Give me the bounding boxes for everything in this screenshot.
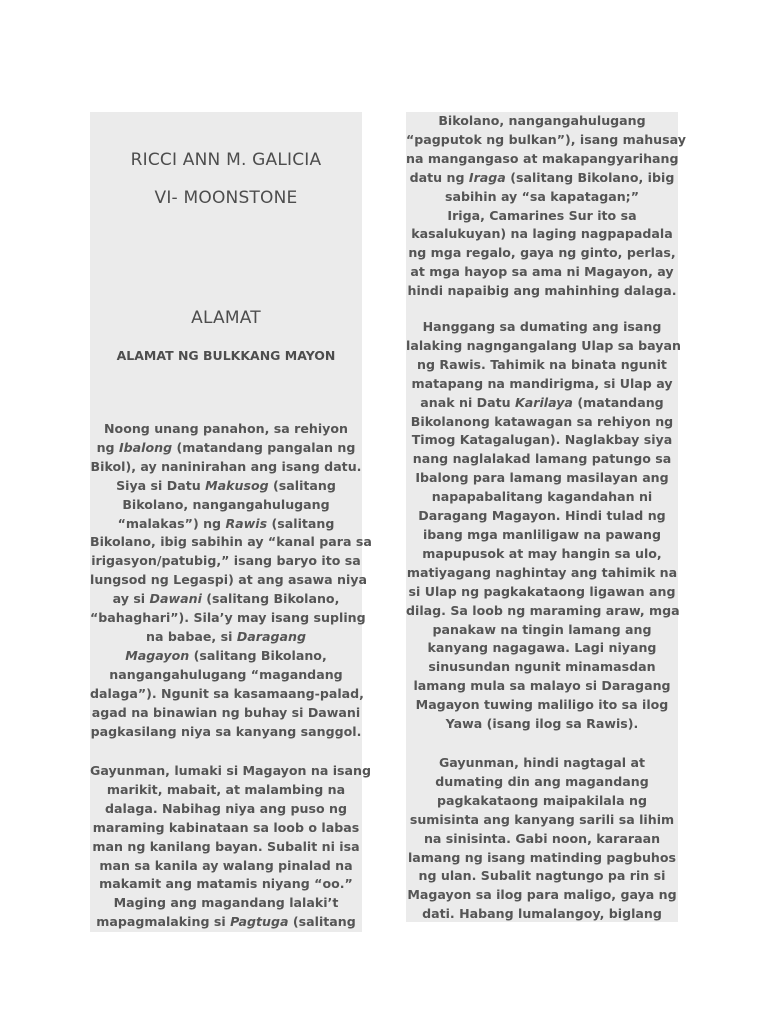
text-line: “pagputok ng bulkan”), isang mahusay xyxy=(406,131,686,147)
genre-heading: ALAMAT xyxy=(191,308,261,328)
left-column xyxy=(90,112,372,932)
text-line: Iriga, Camarines Sur ito sa xyxy=(447,207,637,223)
text-line: mapupusok at may hangin sa ulo, xyxy=(422,545,662,561)
italic-term: Makusog xyxy=(205,477,269,493)
text-line: dalaga. Nabihag niya ang puso ng xyxy=(105,800,347,816)
text-line: na babae, si Daragang xyxy=(146,628,306,644)
paragraph xyxy=(90,762,372,932)
text-line: pagkakataong maipakilala ng xyxy=(437,792,647,808)
italic-term: Ibalong xyxy=(118,439,173,455)
text-line: at mga hayop sa ama ni Magayon, ay xyxy=(410,264,674,280)
text-line: sabihin ay “sa kapatagan;” xyxy=(444,188,640,204)
text-line: kasalukuyan) na laging nagpapadala xyxy=(411,226,673,242)
text-line: “bahaghari”). Sila’y may isang supling xyxy=(90,610,366,626)
text-line: Bikolano, ibig sabihin ay “kanal para sa xyxy=(90,534,372,550)
text-line: Maging ang magandang lalaki’t xyxy=(113,895,339,911)
text-line: ng Ibalong (matandang pangalan ng xyxy=(96,439,356,455)
text-line: Bikolanong katawagan sa rehiyon ng xyxy=(410,413,674,429)
text-line: matapang na mandirigma, si Ulap ay xyxy=(411,375,673,391)
italic-term: Daragang xyxy=(236,628,306,644)
text-line: Ibalong para lamang masilayan ang xyxy=(415,470,669,486)
text-line: Gayunman, hindi nagtagal at xyxy=(438,755,646,770)
text-line: agad na binawian ng buhay si Dawani xyxy=(91,704,361,720)
text-line: Bikol), ay naninirahan ang isang datu. xyxy=(90,458,362,474)
text-line: Bikolano, nangangahulugang xyxy=(438,113,646,128)
text-line: kanyang nagagawa. Lagi niyang xyxy=(427,640,657,656)
text-line: lalaking nagngangalang Ulap sa bayan xyxy=(406,337,681,353)
text-line: dumating din ang magandang xyxy=(435,773,649,789)
italic-term: Iraga xyxy=(468,169,506,185)
text-line: Gayunman, lumaki si Magayon na isang xyxy=(90,763,372,778)
italic-term: Magayon xyxy=(125,647,190,663)
text-line: maraming kabinataan sa loob o labas xyxy=(92,819,360,835)
text-line: dilag. Sa loob ng maraming araw, mga xyxy=(406,602,680,618)
text-line: irigasyon/patubig,” isang baryo ito sa xyxy=(91,553,361,569)
text-line: Timog Katagalugan). Naglakbay siya xyxy=(411,432,673,448)
text-line: ng mga regalo, gaya ng ginto, perlas, xyxy=(408,245,676,261)
text-line: Daragang Magayon. Hindi tulad ng xyxy=(418,508,666,524)
text-line: “malakas”) ng Rawis (salitang xyxy=(117,515,335,531)
text-line: anak ni Datu Karilaya (matandang xyxy=(420,394,664,410)
italic-term: Pagtuga xyxy=(230,914,289,930)
text-line: datu ng Iraga (salitang Bikolano, ibig xyxy=(409,169,675,185)
text-line: mapagmalaking si Pagtuga (salitang xyxy=(96,914,356,930)
text-line: man ng kanilang bayan. Subalit ni isa xyxy=(92,838,360,854)
text-line: napapabalitang kagandahan ni xyxy=(431,489,653,505)
text-line: hindi napaibig ang mahinhing dalaga. xyxy=(407,283,677,299)
text-line: lamang mula sa malayo si Daragang xyxy=(413,678,671,694)
text-line: sinusundan ngunit minamasdan xyxy=(428,659,656,675)
text-line: si Ulap ng pagkakataong ligawan ang xyxy=(408,583,676,599)
text-line: Siya si Datu Makusog (salitang xyxy=(116,477,336,493)
text-line: Magayon sa ilog para maligo, gaya ng xyxy=(407,887,677,903)
paragraph xyxy=(90,420,372,741)
text-line: Hanggang sa dumating ang isang xyxy=(422,319,662,334)
text-line: ng ulan. Subalit nagtungo pa rin si xyxy=(418,868,666,884)
text-line: Magayon (salitang Bikolano, xyxy=(125,647,327,663)
text-line: nang naglalakad lamang patungo sa xyxy=(412,451,672,467)
text-line: matiyagang naghintay ang tahimik na xyxy=(406,564,678,580)
text-line: Noong unang panahon, sa rehiyon xyxy=(104,421,348,436)
text-line: dati. Habang lumalangoy, biglang xyxy=(422,906,662,922)
text-line: na sinisinta. Gabi noon, kararaan xyxy=(423,830,661,846)
italic-term: Dawani xyxy=(149,591,202,607)
text-line: sumisinta ang kanyang sarili sa lihim xyxy=(409,811,675,827)
text-line: ibang mga manliligaw na pawang xyxy=(422,526,662,542)
paragraph xyxy=(406,754,678,924)
text-line: ay si Dawani (salitang Bikolano, xyxy=(112,591,340,607)
text-line: ng Rawis. Tahimik na binata ngunit xyxy=(417,356,667,372)
italic-term: Rawis xyxy=(225,515,268,531)
text-line: lungsod ng Legaspi) at ang asawa niya xyxy=(90,572,367,588)
text-line: Bikolano, nangangahulugang xyxy=(122,496,330,512)
text-line: man sa kanila ay walang pinalad na xyxy=(99,857,353,873)
italic-term: Karilaya xyxy=(515,394,573,410)
text-line: Yawa (isang ilog sa Rawis). xyxy=(445,716,639,732)
paragraph xyxy=(406,318,681,734)
text-line: lamang ng isang matinding pagbuhos xyxy=(407,849,677,865)
text-line: nangangahulugang “magandang xyxy=(109,666,343,682)
text-line: makamit ang matamis niyang “oo.” xyxy=(99,876,353,892)
text-line: panakaw na tingin lamang ang xyxy=(432,621,652,637)
author-name: RICCI ANN M. GALICIA xyxy=(130,150,322,170)
text-line: na mangangaso at makapangyarihang xyxy=(406,150,679,166)
text-line: pagkasilang niya sa kanyang sanggol. xyxy=(90,723,362,739)
right-column xyxy=(406,112,686,922)
text-line: dalaga”). Ngunit sa kasamaang-palad, xyxy=(90,685,364,701)
paragraph xyxy=(406,112,686,301)
class-section: VI- MOONSTONE xyxy=(154,188,298,208)
text-line: marikit, mabait, at malambing na xyxy=(106,781,346,797)
story-title: ALAMAT NG BULKKANG MAYON xyxy=(116,348,336,363)
text-line: Magayon tuwing maliligo ito sa ilog xyxy=(415,697,669,713)
